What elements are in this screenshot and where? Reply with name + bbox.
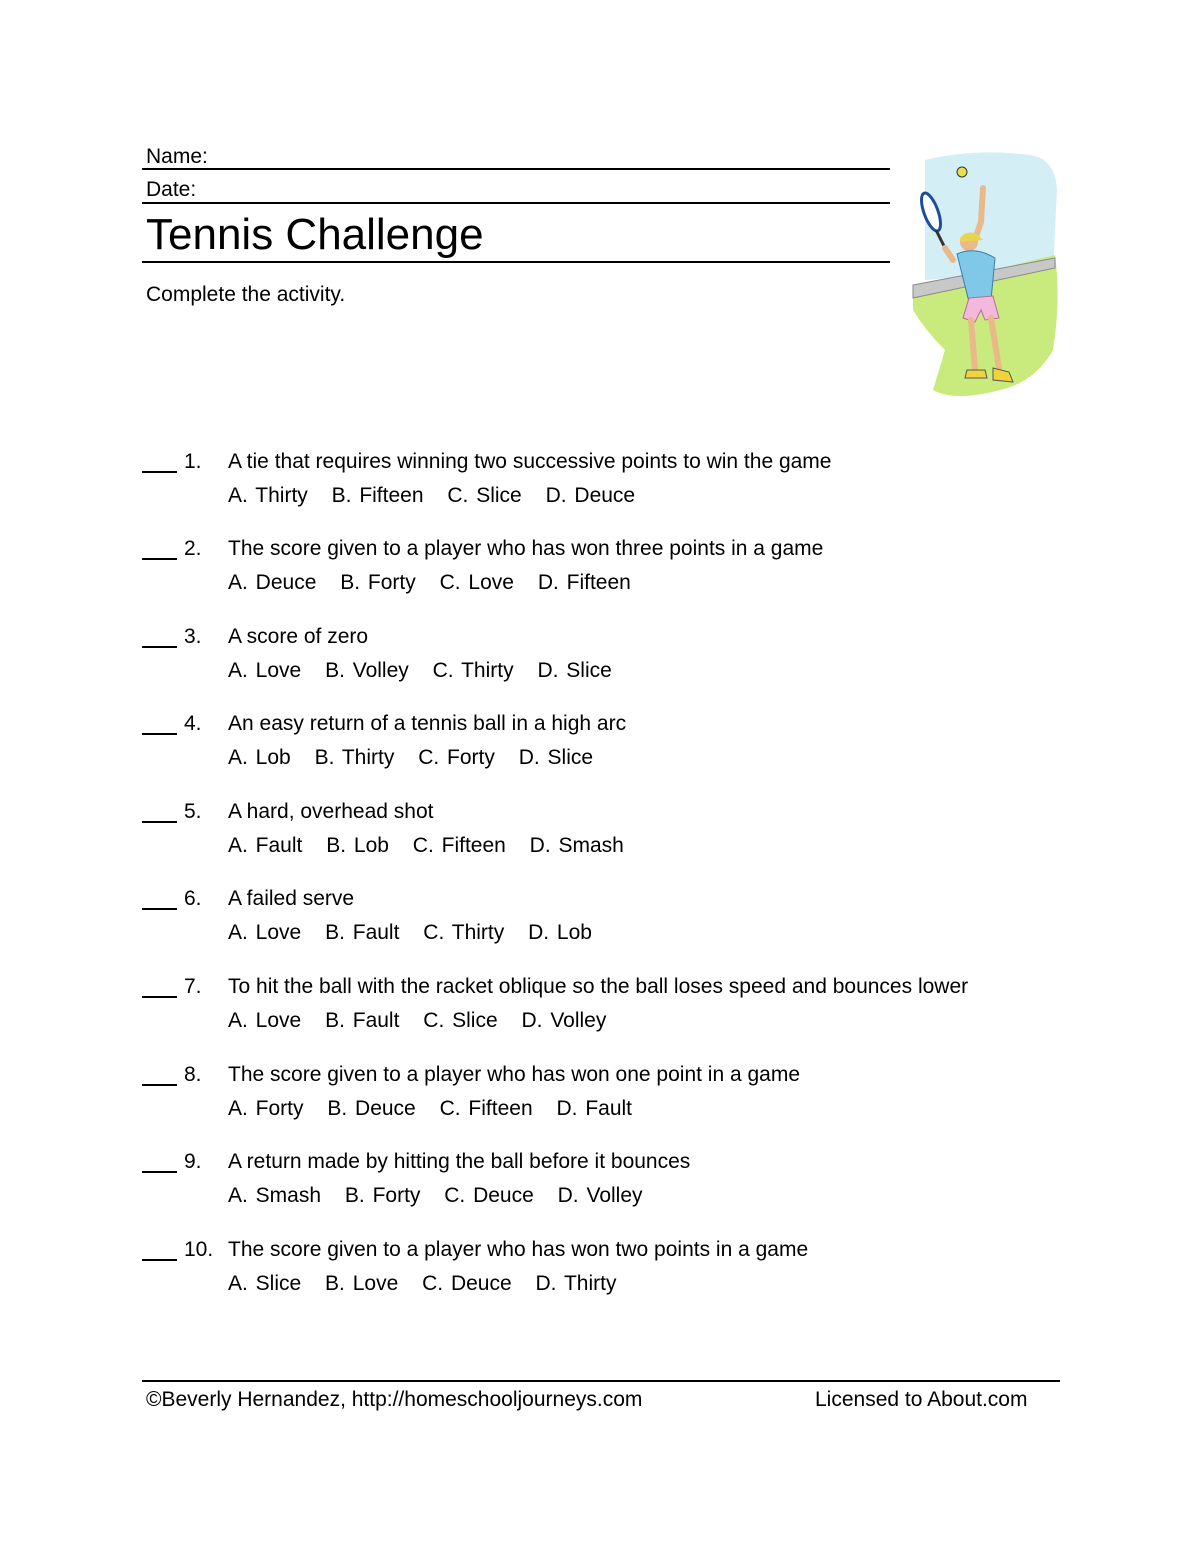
answer-blank[interactable] — [142, 646, 177, 648]
question-text: The score given to a player who has won three points in a game — [228, 537, 824, 560]
option-b: B. Volley — [325, 659, 409, 682]
option-a: A. Love — [228, 659, 302, 682]
options-row — [228, 1271, 632, 1297]
option-b: B. Forty — [344, 1184, 421, 1207]
option-a: A. Thirty — [228, 484, 308, 507]
option-d: D. Volley — [557, 1184, 643, 1207]
option-a: A. Forty — [228, 1097, 304, 1120]
question-number: 2. — [184, 537, 202, 560]
option-d: D. Slice — [518, 746, 594, 769]
question-5 — [142, 799, 1102, 863]
option-b: B. Fault — [325, 1009, 400, 1032]
option-a: A. Love — [228, 921, 302, 944]
question-text: A return made by hitting the ball before it bounces — [228, 1150, 691, 1173]
option-d: D. Volley — [521, 1009, 607, 1032]
question-text: To hit the ball with the racket oblique so the ball loses speed and bounces lower — [228, 975, 969, 998]
option-c: C. Fifteen — [439, 1097, 533, 1120]
option-d: D. Lob — [528, 921, 592, 944]
option-c: C. Thirty — [423, 921, 505, 944]
question-text: An easy return of a tennis ball in a high arc — [228, 712, 627, 735]
left-leg — [971, 320, 975, 370]
options-row — [228, 745, 609, 771]
options-row — [228, 483, 651, 509]
question-text: A hard, overhead shot — [228, 800, 434, 823]
answer-blank[interactable] — [142, 471, 177, 473]
option-b: B. Forty — [340, 571, 416, 594]
option-c: C. Thirty — [432, 659, 514, 682]
option-a: A. Slice — [228, 1272, 302, 1295]
option-c: C. Love — [439, 571, 514, 594]
question-number: 7. — [184, 975, 202, 998]
answer-blank[interactable] — [142, 1259, 177, 1261]
page-title: Tennis Challenge — [146, 210, 484, 259]
options-row — [228, 833, 640, 859]
answer-blank[interactable] — [142, 996, 177, 998]
option-b: B. Fifteen — [331, 484, 424, 507]
option-b: B. Fault — [325, 921, 400, 944]
option-d: D. Fifteen — [537, 571, 631, 594]
question-9 — [142, 1149, 1102, 1213]
question-1 — [142, 449, 1102, 513]
options-row — [228, 570, 647, 596]
option-d: D. Slice — [537, 659, 612, 682]
question-number: 4. — [184, 712, 202, 735]
option-a: A. Smash — [228, 1184, 322, 1207]
question-number: 5. — [184, 800, 202, 823]
option-d: D. Smash — [529, 834, 624, 857]
date-field-line[interactable] — [142, 202, 890, 204]
question-6 — [142, 886, 1102, 950]
option-c: C. Deuce — [422, 1272, 512, 1295]
answer-blank[interactable] — [142, 821, 177, 823]
question-text: A score of zero — [228, 625, 369, 648]
options-row — [228, 1008, 622, 1034]
option-b: B. Lob — [326, 834, 389, 857]
answer-blank[interactable] — [142, 908, 177, 910]
option-a: A. Lob — [228, 746, 291, 769]
question-2 — [142, 536, 1102, 600]
question-text: The score given to a player who has won one point in a game — [228, 1063, 801, 1086]
answer-blank[interactable] — [142, 733, 177, 735]
question-number: 1. — [184, 450, 202, 473]
name-label: Name: — [146, 145, 208, 168]
question-4 — [142, 711, 1102, 775]
answer-blank[interactable] — [142, 1084, 177, 1086]
option-d: D. Fault — [556, 1097, 633, 1120]
footer-divider — [142, 1380, 1060, 1382]
options-row — [228, 658, 628, 684]
answer-blank[interactable] — [142, 558, 177, 560]
question-text: The score given to a player who has won two points in a game — [228, 1238, 809, 1261]
option-b: B. Deuce — [327, 1097, 416, 1120]
option-c: C. Deuce — [444, 1184, 534, 1207]
name-field-line[interactable] — [142, 168, 890, 170]
question-number: 6. — [184, 887, 202, 910]
question-number: 8. — [184, 1063, 202, 1086]
answer-blank[interactable] — [142, 1171, 177, 1173]
tennis-ball — [957, 167, 967, 177]
question-text: A tie that requires winning two successive points to win the game — [228, 450, 832, 473]
footer-copyright: ©Beverly Hernandez, http://homeschooljourneys.com — [146, 1388, 643, 1411]
option-c: C. Forty — [418, 746, 495, 769]
option-d: D. Deuce — [545, 484, 636, 507]
title-underline — [142, 261, 890, 263]
option-c: C. Slice — [447, 484, 522, 507]
option-a: A. Fault — [228, 834, 303, 857]
option-b: B. Love — [325, 1272, 399, 1295]
question-number: 9. — [184, 1150, 202, 1173]
options-row — [228, 920, 608, 946]
question-10 — [142, 1237, 1102, 1301]
instructions: Complete the activity. — [146, 283, 346, 306]
options-row — [228, 1183, 659, 1209]
option-c: C. Fifteen — [412, 834, 506, 857]
footer-license: Licensed to About.com — [815, 1388, 1028, 1411]
question-7 — [142, 974, 1102, 1038]
question-3 — [142, 624, 1102, 688]
options-row — [228, 1096, 648, 1122]
option-d: D. Thirty — [535, 1272, 617, 1295]
question-number: 10. — [184, 1238, 214, 1261]
option-c: C. Slice — [423, 1009, 498, 1032]
option-a: A. Deuce — [228, 571, 317, 594]
option-a: A. Love — [228, 1009, 302, 1032]
question-number: 3. — [184, 625, 202, 648]
tennis-player-serving-icon — [905, 150, 1065, 400]
left-shoe — [965, 370, 987, 378]
question-text: A failed serve — [228, 887, 355, 910]
option-b: B. Thirty — [314, 746, 395, 769]
question-8 — [142, 1062, 1102, 1126]
date-label: Date: — [146, 178, 197, 201]
